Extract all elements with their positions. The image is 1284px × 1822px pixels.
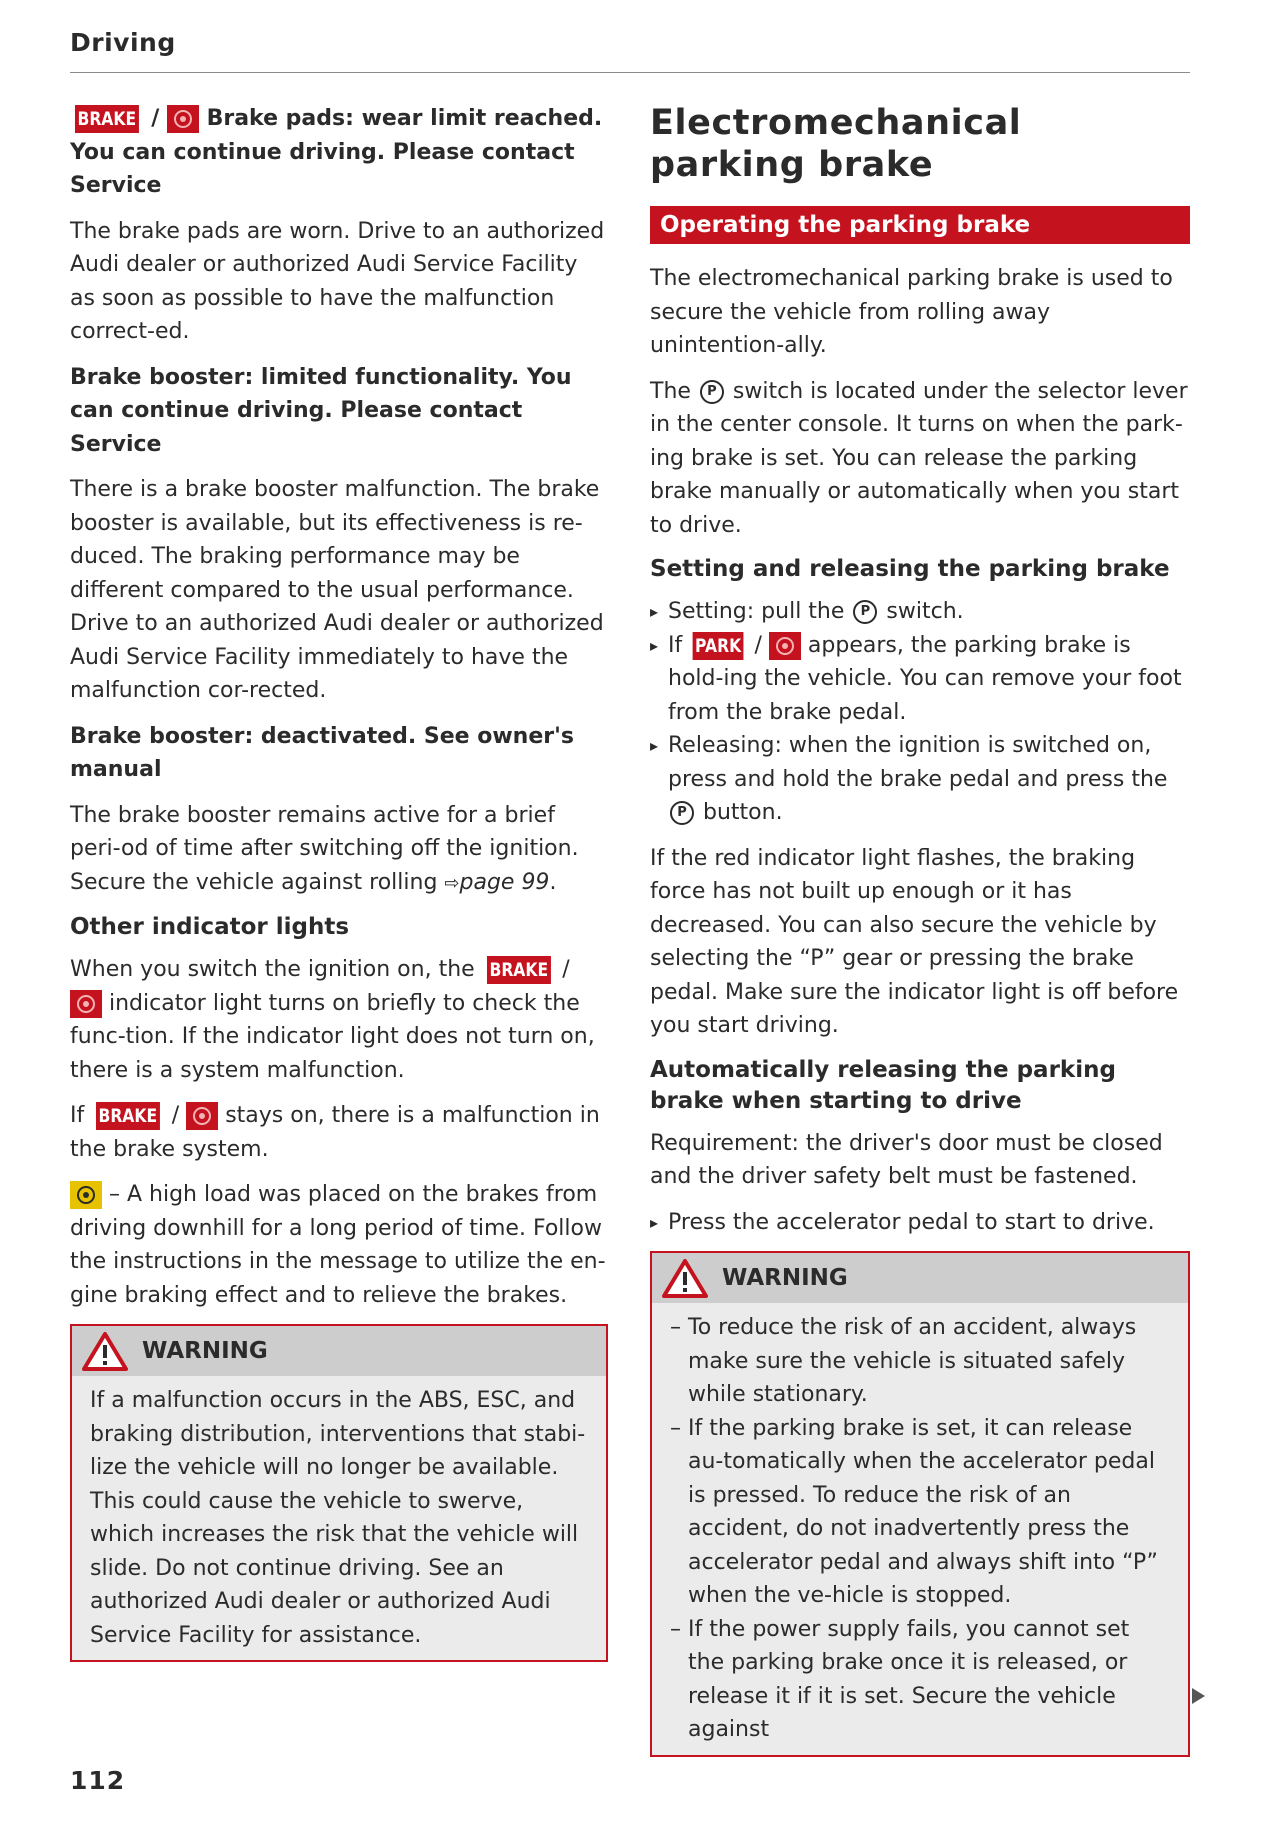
slash: / bbox=[754, 632, 762, 658]
requirement-text: Requirement: the driver's door must be closed and the driver safety belt must be fastened. bbox=[650, 1130, 1163, 1189]
slash: / bbox=[562, 957, 570, 982]
continue-arrow-icon bbox=[1192, 1688, 1205, 1704]
brake-indicator: BRAKE bbox=[487, 956, 551, 984]
right-column bbox=[650, 102, 1190, 1757]
setting-heading: Setting and releasing the parking brake bbox=[650, 556, 1170, 582]
page-number: 112 bbox=[70, 1766, 126, 1795]
warning-header bbox=[652, 1253, 1188, 1303]
reference-arrow-icon: ⇨ bbox=[444, 872, 460, 894]
booster-limited-heading: Brake booster: limited functionality. You can continue driving. Please contact Service bbox=[70, 364, 572, 457]
brake-pads-heading bbox=[70, 102, 608, 203]
stays-on-prefix: If bbox=[70, 1103, 85, 1128]
step-release-text: Releasing: when the ignition is switched on, press and hold the brake pedal and press the bbox=[668, 733, 1168, 792]
brake-warning-icon bbox=[186, 1102, 218, 1130]
step-press: ▸ Press the accelerator pedal to start to drive. bbox=[650, 1206, 1190, 1240]
brake-warning-icon bbox=[70, 990, 102, 1018]
stays-on-text: stays on, there is a malfunction in the brake system. bbox=[70, 1103, 600, 1162]
intro-text: The electromechanical parking brake is used to secure the vehicle from rolling away unintention-ally. bbox=[650, 266, 1173, 358]
warning-title: WARNING bbox=[142, 1338, 268, 1364]
left-column bbox=[70, 102, 608, 1662]
booster-deactivated-paragraph: The brake booster remains active for a brief peri-od of time after switching off the ignition. Secure the vehicle against rolling ⇨page 99. bbox=[70, 802, 579, 895]
warning-body bbox=[72, 1376, 606, 1660]
parking-brake-switch-icon: P bbox=[853, 600, 877, 624]
parking-brake-warning-icon bbox=[769, 632, 801, 660]
switch-prefix: The bbox=[650, 378, 691, 404]
left-warning-box bbox=[70, 1324, 608, 1662]
slash: / bbox=[151, 106, 160, 131]
booster-limited-text: There is a brake booster malfunction. The brake booster is available, but its effectiveness is re-duced. The braking performance may be different compared to the usual performance. Drive to an authorized Audi dealer or authorized Audi Service Facility immediately to have the malfunction cor-rected. bbox=[70, 477, 604, 703]
other-lights-paragraph bbox=[70, 953, 608, 1087]
right-warning-box bbox=[650, 1251, 1190, 1757]
step-release-suffix: button. bbox=[703, 800, 783, 825]
other-lights-text-1: When you switch the ignition on, the bbox=[70, 957, 475, 982]
step-if-text: appears, the parking brake is hold-ing the vehicle. You can remove your foot from the brake pedal. bbox=[668, 632, 1182, 725]
parking-brake-switch-icon: P bbox=[670, 801, 694, 825]
warning-item: – To reduce the risk of an accident, always make sure the vehicle is situated safely while stationary. bbox=[670, 1311, 1170, 1412]
step-setting-suffix: switch. bbox=[886, 599, 964, 624]
stays-on-paragraph bbox=[70, 1099, 608, 1166]
booster-deactivated-text: The brake booster remains active for a brief peri-od of time after switching off the ignition. Secure the vehicle against rolling bbox=[70, 802, 579, 895]
page-reference-link[interactable]: page 99 bbox=[459, 869, 550, 895]
slash: / bbox=[171, 1103, 180, 1128]
step-if-prefix: If bbox=[668, 632, 683, 658]
switch-paragraph bbox=[650, 375, 1190, 543]
setting-steps bbox=[650, 595, 1190, 830]
parking-brake-switch-icon: P bbox=[700, 380, 724, 404]
warning-item: – If the power supply fails, you cannot set the parking brake once it is released, or release it if it is set. Secure the vehicle against bbox=[670, 1613, 1170, 1747]
switch-text: switch is located under the selector lever in the center console. It turns on when the park-ing brake is set. You can release the parking brake manually or automatically when you start to drive. bbox=[650, 378, 1188, 538]
warning-list bbox=[670, 1311, 1170, 1747]
section-bar: Operating the parking brake bbox=[650, 206, 1190, 244]
high-load-text: – A high load was placed on the brakes from driving downhill for a long period of time. Follow the instructions in the message to utilize the en-gine braking effect and to relieve the brakes. bbox=[70, 1182, 606, 1308]
section-title: Driving bbox=[70, 28, 176, 57]
chapter-title-line2: parking brake bbox=[650, 145, 934, 185]
high-load-paragraph bbox=[70, 1178, 608, 1312]
step-if bbox=[650, 629, 1190, 730]
warning-item: – If the parking brake is set, it can release au-tomatically when the accelerator pedal is pressed. To reduce the risk of an accident, do not inadvertently press the accelerator pedal and always shift into “P” when the ve-hicle is stopped. bbox=[670, 1412, 1170, 1613]
chapter-title-line1: Electromechanical bbox=[650, 103, 1022, 143]
brake-indicator: BRAKE bbox=[96, 1102, 160, 1130]
other-lights-heading: Other indicator lights bbox=[70, 914, 350, 940]
chapter-title bbox=[650, 102, 1190, 186]
brake-pads-heading-text: Brake pads: wear limit reached. You can continue driving. Please contact Service bbox=[70, 106, 603, 198]
warning-triangle-icon bbox=[662, 1258, 708, 1298]
auto-steps bbox=[650, 1206, 1190, 1240]
warning-text: If a malfunction occurs in the ABS, ESC, and braking distribution, interventions that stabi-lize the vehicle will no longer be available. This could cause the vehicle to swerve, which increases the risk that the vehicle will slide. Do not continue driving. See an authorized Audi dealer or authorized Audi Service Facility for assistance. bbox=[90, 1388, 586, 1648]
brake-indicator: BRAKE bbox=[75, 105, 139, 133]
other-lights-text-2: indicator light turns on briefly to check the func-tion. If the indicator light does not turn on, there is a system malfunction. bbox=[70, 990, 595, 1083]
warning-triangle-icon bbox=[82, 1331, 128, 1371]
flash-text: If the red indicator light flashes, the braking force has not built up enough or it has decreased. You can also secure the vehicle by selecting the “P” gear or pressing the brake pedal. Make sure the indicator light is off before you start driving. bbox=[650, 845, 1179, 1038]
brake-warning-icon bbox=[167, 105, 199, 133]
step-setting bbox=[650, 595, 1190, 629]
step-release bbox=[650, 729, 1190, 830]
warning-body bbox=[652, 1303, 1188, 1755]
step-setting-prefix: Setting: pull the bbox=[668, 599, 845, 624]
park-indicator: PARK bbox=[693, 632, 744, 660]
auto-release-heading: Automatically releasing the parking brake when starting to drive bbox=[650, 1056, 1116, 1114]
brake-pads-text: The brake pads are worn. Drive to an authorized Audi dealer or authorized Audi Service Facility as soon as possible to have the malfunction correct-ed. bbox=[70, 218, 605, 344]
brake-yellow-warning-icon bbox=[70, 1181, 102, 1209]
booster-deactivated-heading: Brake booster: deactivated. See owner's manual bbox=[70, 723, 574, 782]
page-header bbox=[70, 28, 1190, 73]
warning-title: WARNING bbox=[722, 1265, 848, 1291]
warning-header bbox=[72, 1326, 606, 1376]
